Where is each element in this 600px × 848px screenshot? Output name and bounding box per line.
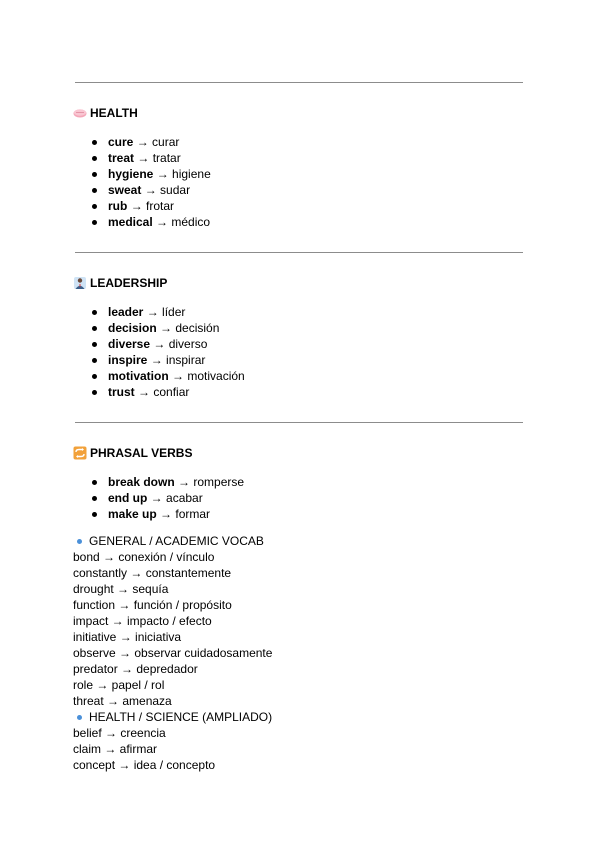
list-item: concept → idea / concepto xyxy=(73,758,216,772)
list-item: cure → curar xyxy=(90,134,211,150)
list-item: treat → tratar xyxy=(90,150,211,166)
list-item: motivation → motivación xyxy=(90,368,245,384)
subsection-heading-general: GENERAL / ACADEMIC VOCAB xyxy=(73,533,272,549)
list-item: impact → impacto / efecto xyxy=(73,614,212,628)
list-item: function → función / propósito xyxy=(73,598,232,612)
list-item: threat → amenaza xyxy=(73,694,172,708)
divider xyxy=(75,252,523,253)
list-item: predator → depredador xyxy=(73,662,198,676)
list-item: diverse → diverso xyxy=(90,336,245,352)
blue-diamond-icon xyxy=(77,539,82,544)
list-item: rub → frotar xyxy=(90,198,211,214)
list-item: belief → creencia xyxy=(73,726,166,740)
divider xyxy=(75,422,523,423)
vocab-list-health xyxy=(90,134,211,230)
list-item: claim → afirmar xyxy=(73,742,158,756)
section-heading-health xyxy=(73,106,138,120)
section-title: HEALTH xyxy=(90,106,138,120)
divider xyxy=(75,82,523,83)
list-item: leader → líder xyxy=(90,304,245,320)
section-heading-leadership xyxy=(73,276,167,290)
list-item: decision → decisión xyxy=(90,320,245,336)
blue-diamond-icon xyxy=(77,715,82,720)
list-item: end up → acabar xyxy=(90,490,244,506)
list-item: bond → conexión / vínculo xyxy=(73,550,215,564)
plain-vocab-block xyxy=(73,533,272,773)
subsection-heading-health-science: HEALTH / SCIENCE (AMPLIADO) xyxy=(73,709,272,725)
pill-icon xyxy=(73,106,87,120)
list-item: sweat → sudar xyxy=(90,182,211,198)
businessperson-icon xyxy=(73,276,87,290)
vocab-list-leadership xyxy=(90,304,245,400)
list-item: role → papel / rol xyxy=(73,678,165,692)
list-item: observe → observar cuidadosamente xyxy=(73,646,273,660)
list-item: inspire → inspirar xyxy=(90,352,245,368)
section-heading-phrasal-verbs xyxy=(73,446,192,460)
section-title: LEADERSHIP xyxy=(90,276,168,290)
list-item: make up → formar xyxy=(90,506,244,522)
repeat-arrows-icon xyxy=(73,446,87,460)
list-item: hygiene → higiene xyxy=(90,166,211,182)
list-item: constantly → constantemente xyxy=(73,566,232,580)
list-item: initiative → iniciativa xyxy=(73,630,182,644)
vocab-list-phrasal-verbs xyxy=(90,474,244,522)
list-item: medical → médico xyxy=(90,214,211,230)
list-item: break down → romperse xyxy=(90,474,244,490)
section-title: PHRASAL VERBS xyxy=(90,446,193,460)
list-item: drought → sequía xyxy=(73,582,169,596)
list-item: trust → confiar xyxy=(90,384,245,400)
